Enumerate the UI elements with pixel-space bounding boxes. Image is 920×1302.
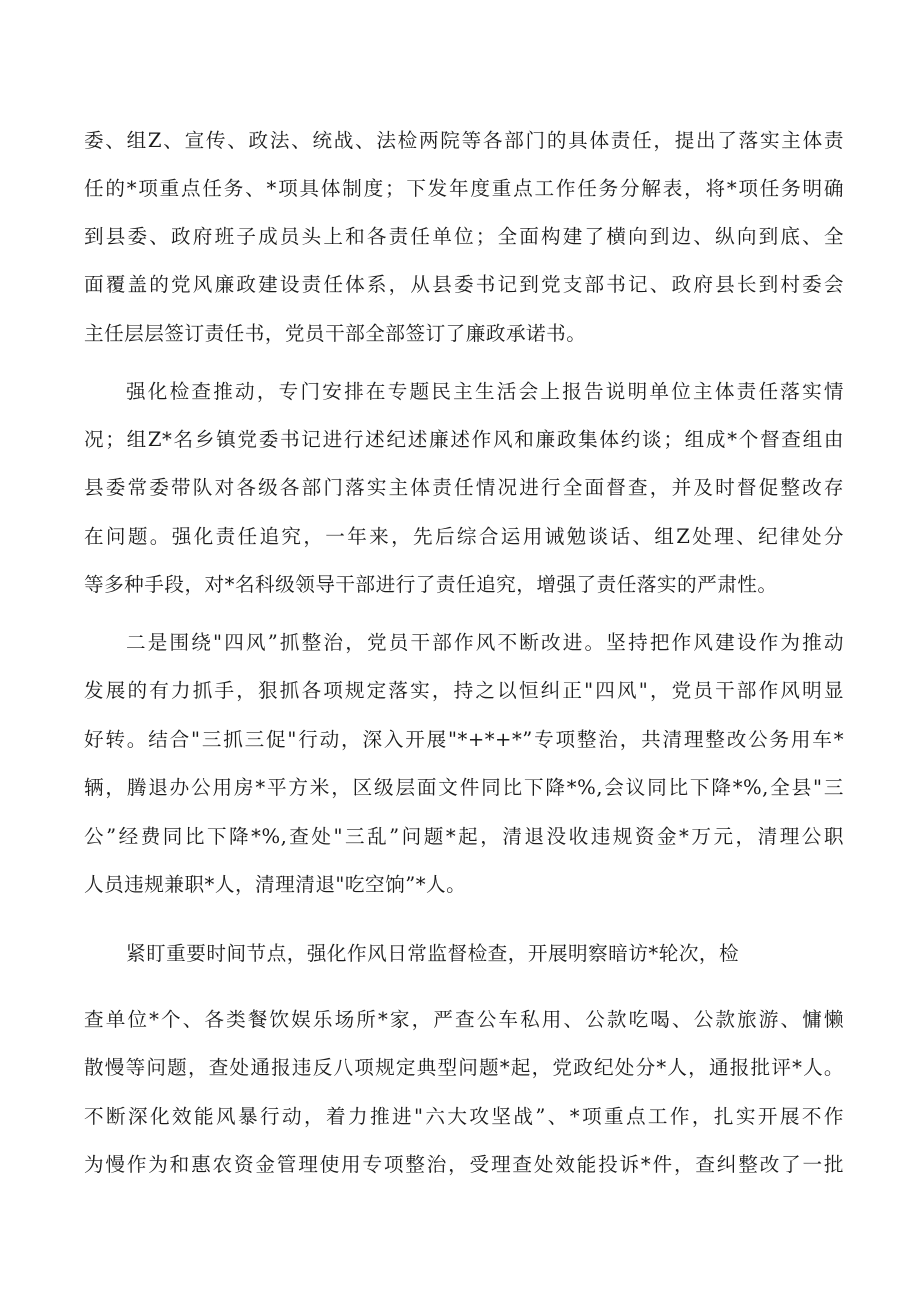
text-line: 到县委、政府班子成员头上和各责任单位；全面构建了横向到边、纵向到底、全 (84, 225, 844, 248)
text-line: 公”经费同比下降*%,查处"三乱”问题*起，清退没收违规资金*万元，清理公职 (84, 825, 844, 848)
text-line: 散慢等问题，查处通报违反八项规定典型问题*起，党政纪处分*人，通报批评*人。 (84, 1056, 844, 1079)
text-line: 紧盯重要时间节点，强化作风日常监督检查，开展明察暗访*轮次，检 (126, 942, 740, 965)
text-line: 主任层层签订责任书，党员干部全部签订了廉政承诺书。 (84, 322, 587, 345)
text-line: 委、组Z、宣传、政法、统战、法检两院等各部门的具体责任，提出了落实主体责 (84, 129, 844, 152)
text-line: 人员违规兼职*人，清理清退"吃空饷”*人。 (84, 873, 467, 896)
text-line: 等多种手段，对*名科级领导干部进行了责任追究，增强了责任落实的严肃性。 (84, 573, 778, 596)
text-line: 在问题。强化责任追究，一年来，先后综合运用诫勉谈话、组Z处理、纪律处分 (84, 525, 844, 548)
text-line: 强化检查推动，专门安排在专题民主生活会上报告说明单位主体责任落实情 (126, 380, 844, 403)
text-line: 任的*项重点任务、*项具体制度；下发年度重点工作任务分解表，将*项任务明确 (84, 177, 844, 200)
text-line: 况；组Z*名乡镇党委书记进行述纪述廉述作风和廉政集体约谈；组成*个督查组由 (84, 428, 844, 451)
text-line: 辆，腾退办公用房*平方米，区级层面文件同比下降*%,会议同比下降*%,全县"三 (84, 776, 844, 799)
text-line: 发展的有力抓手，狠抓各项规定落实，持之以恒纠正"四风"，党员干部作风明显 (84, 679, 844, 702)
text-line: 为慢作为和惠农资金管理使用专项整治，受理查处效能投诉*件，查纠整改了一批 (84, 1153, 844, 1176)
text-line: 二是围绕"四风”抓整治，党员干部作风不断改进。坚持把作风建设作为推动 (126, 631, 844, 654)
text-line: 查单位*个、各类餐饮娱乐场所*家，严查公车私用、公款吃喝、公款旅游、慵懒 (84, 1008, 844, 1031)
text-line: 县委常委带队对各级各部门落实主体责任情况进行全面督查，并及时督促整改存 (84, 476, 844, 499)
text-line: 好转。结合"三抓三促"行动，深入开展"*+*+*”专项整治，共清理整改公务用车* (84, 728, 844, 751)
text-line: 面覆盖的党风廉政建设责任体系，从县委书记到党支部书记、政府县长到村委会 (84, 273, 844, 296)
text-line: 不断深化效能风暴行动，着力推进"六大攻坚战”、*项重点工作，扎实开展不作 (84, 1105, 844, 1128)
